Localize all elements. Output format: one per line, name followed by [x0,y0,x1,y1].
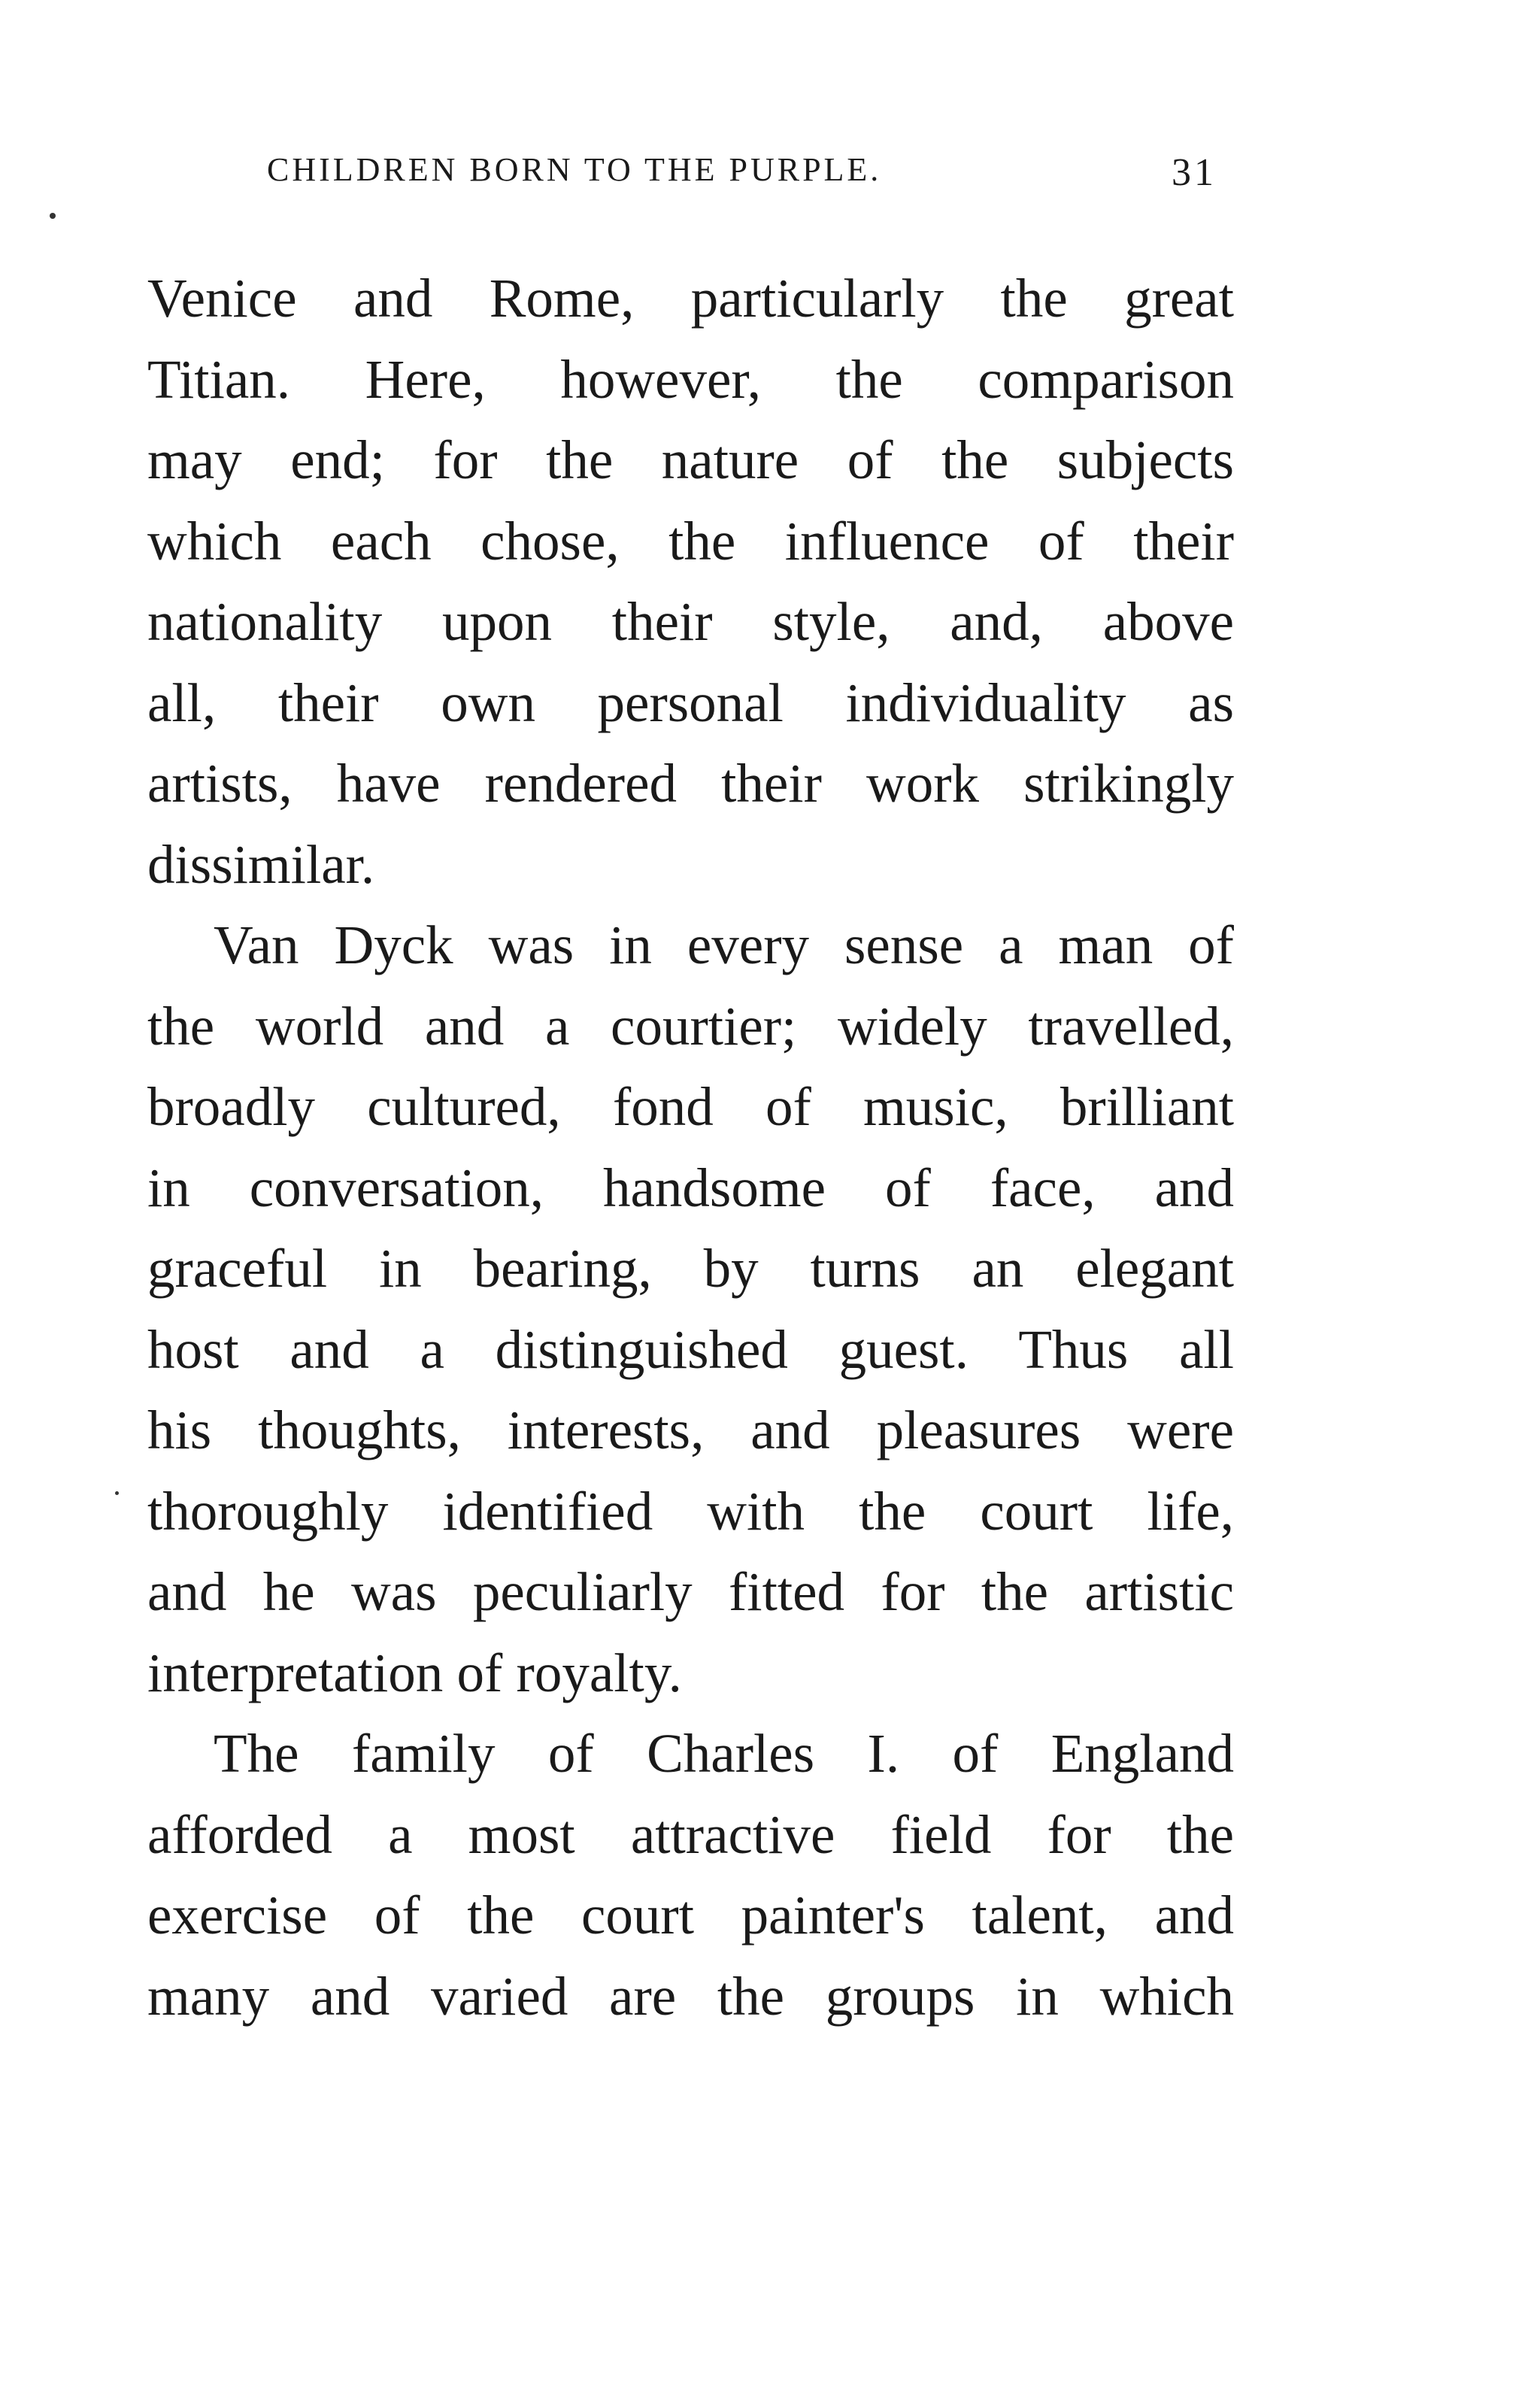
text-line: broadly cultured, fond of music, brilliant [147,1076,1234,1137]
text-line: and he was peculiarly fitted for the artistic [147,1561,1234,1622]
text-line: Titian. Here, however, the comparison [147,348,1234,410]
text-line: in conversation, handsome of face, and [147,1157,1234,1218]
text-line: Venice and Rome, particularly the great [147,268,1234,329]
text-line: nationality upon their style, and, above [147,591,1234,652]
text-line: many and varied are the groups in which [147,1965,1234,2027]
text-line: afforded a most attractive field for the [147,1803,1234,1865]
page-number: 31 [1172,151,1217,194]
text-line: which each chose, the influence of their [147,510,1234,572]
stray-ink-mark [50,213,56,219]
text-line: interpretation of royalty. [147,1642,682,1703]
stray-ink-mark [115,1491,119,1495]
text-line: his thoughts, interests, and pleasures were [147,1400,1234,1460]
running-head-title: CHILDREN BORN TO THE PURPLE. [267,151,882,188]
paragraph-start-line: Van Dyck was in every sense a man of [214,914,1234,975]
body-text [147,258,1234,2036]
text-line: may end; for the nature of the subjects [147,429,1234,490]
text-line: host and a distinguished guest. Thus all [147,1318,1234,1380]
text-line: artists, have rendered their work strikingly [147,753,1234,814]
paragraph-start-line: The family of Charles I. of England [214,1723,1234,1784]
text-line: graceful in bearing, by turns an elegant [147,1238,1234,1299]
text-line: all, their own personal individuality as [147,672,1234,733]
text-line: exercise of the court painter's talent, and [147,1885,1234,1946]
text-line: the world and a courtier; widely travelled, [147,995,1234,1057]
text-line: thoroughly identified with the court life, [147,1480,1234,1542]
text-line: dissimilar. [147,833,375,895]
